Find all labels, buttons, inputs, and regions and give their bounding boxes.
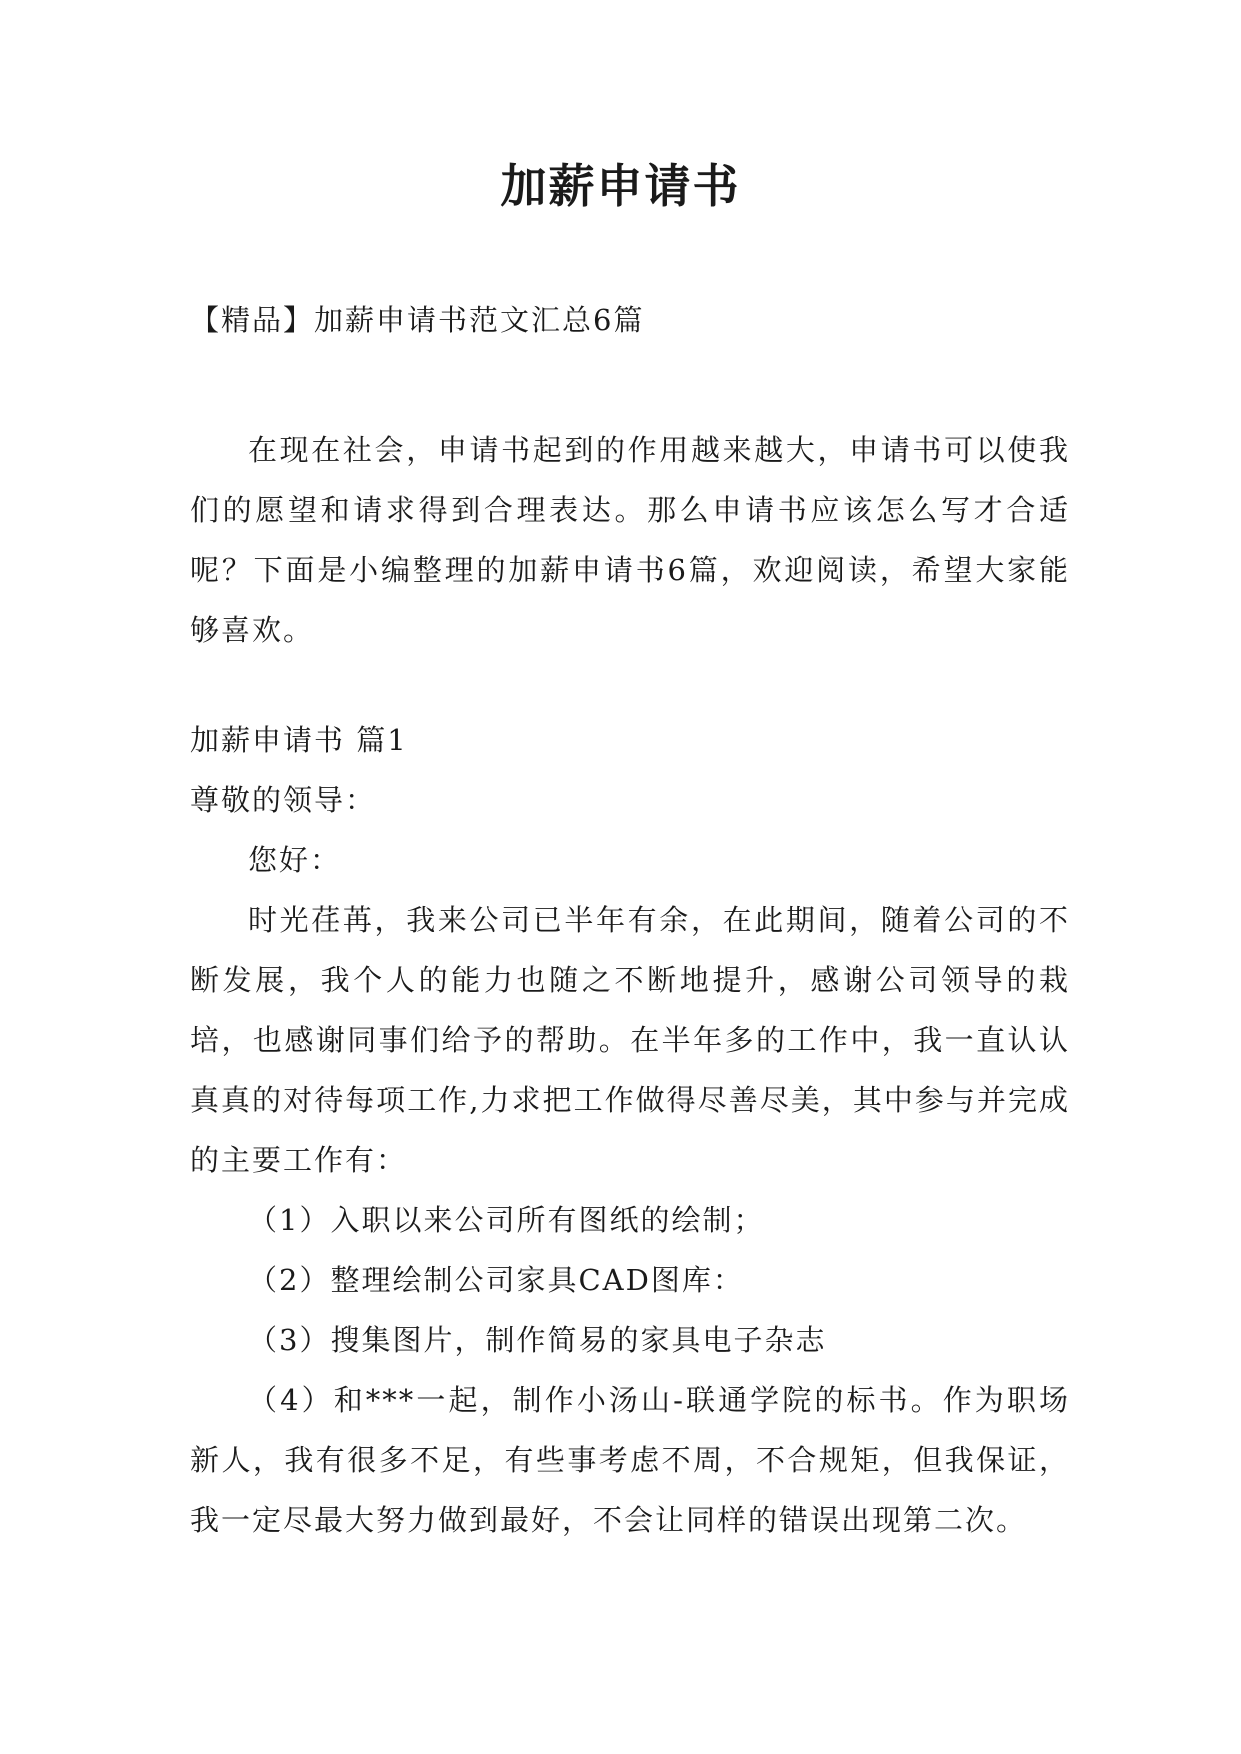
document-title: 加薪申请书 bbox=[500, 159, 741, 213]
body-paragraph: 时光荏苒，我来公司已半年有余，在此期间，随着公司的不断发展，我个人的能力也随之不断地提升，感谢公司领导的栽培，也感谢同事们给予的帮助。在半年多的工作中，我一直认认真真的对待每项工作,力求把工作做得尽善尽美，其中参与并完成的主要工作有： bbox=[190, 903, 1070, 1177]
spacer bbox=[190, 350, 1070, 420]
salutation: 尊敬的领导： bbox=[190, 783, 377, 817]
spacer bbox=[190, 660, 1070, 710]
list-item: （2）整理绘制公司家具CAD图库： bbox=[248, 1263, 744, 1297]
list-item-paragraph: （4）和***一起，制作小汤山-联通学院的标书。作为职场新人，我有很多不足，有些事考虑不周，不合规矩，但我保证，我一定尽最大努力做到最好，不会让同样的错误出现第二次。 bbox=[190, 1383, 1070, 1537]
list-item: （3）搜集图片，制作简易的家具电子杂志 bbox=[248, 1323, 827, 1357]
intro-paragraph: 在现在社会，申请书起到的作用越来越大，申请书可以使我们的愿望和请求得到合理表达。那么申请书应该怎么写才合适呢？下面是小编整理的加薪申请书6篇，欢迎阅读，希望大家能够喜欢。 bbox=[190, 433, 1070, 647]
document-body bbox=[190, 290, 1070, 1550]
document-subtitle: 【精品】加薪申请书范文汇总6篇 bbox=[190, 303, 645, 337]
section-heading: 加薪申请书 篇1 bbox=[190, 723, 408, 757]
list-item: （1）入职以来公司所有图纸的绘制； bbox=[248, 1203, 765, 1237]
greeting: 您好： bbox=[248, 843, 342, 877]
